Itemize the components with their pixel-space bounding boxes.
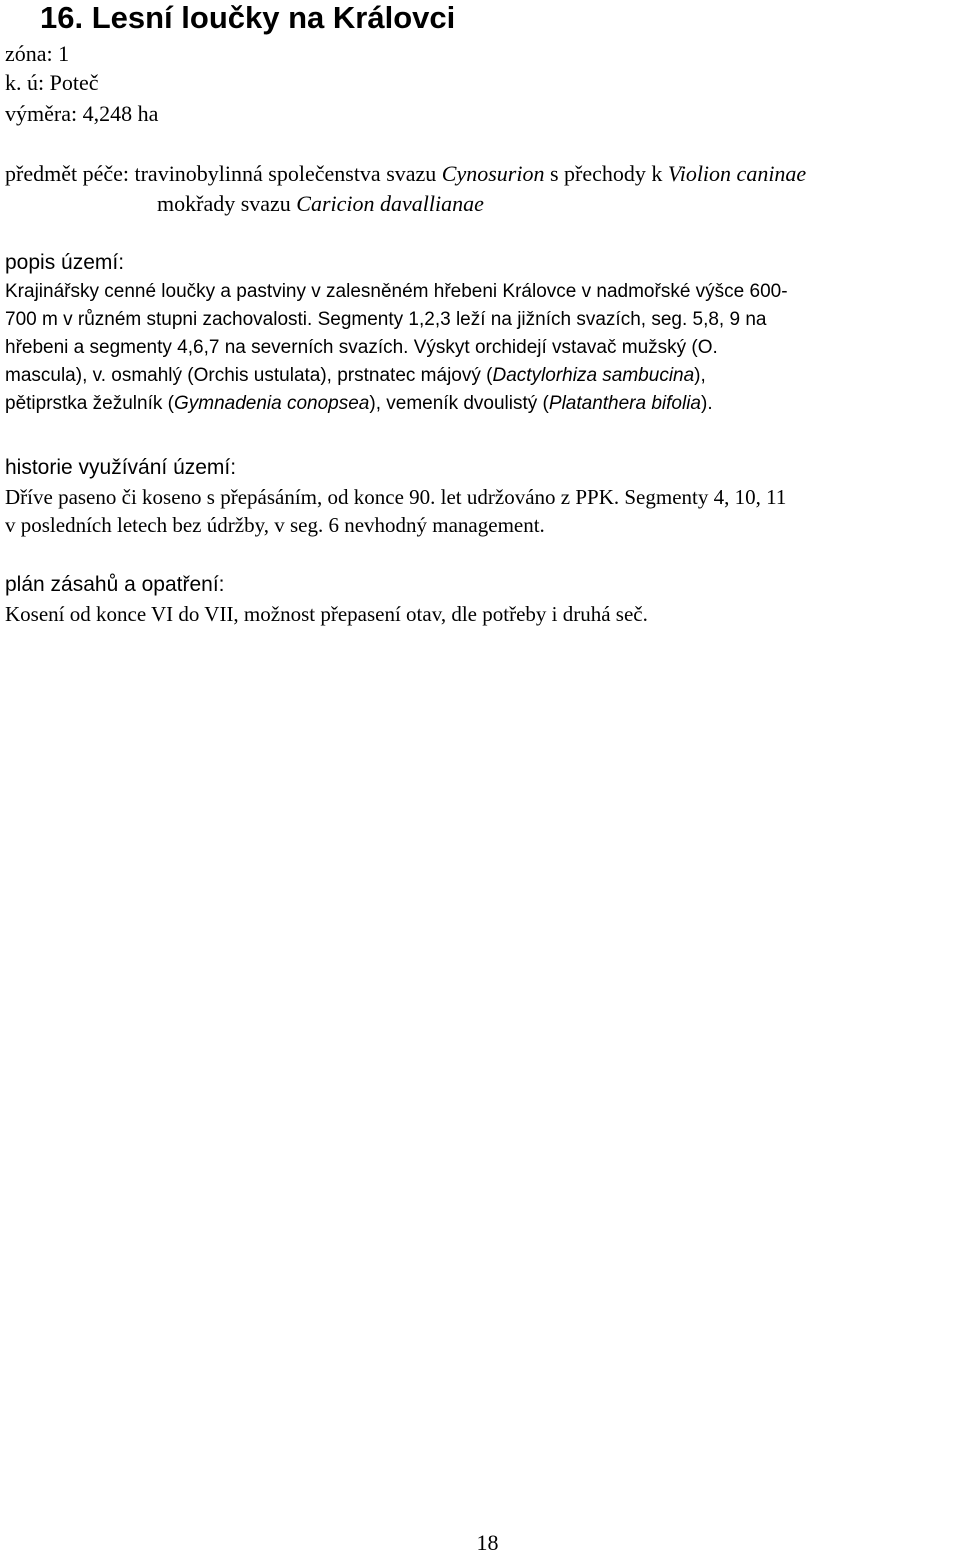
care-taxon-violion: Violion caninae: [667, 161, 807, 186]
taxon-platanthera: Platanthera bifolia: [548, 393, 701, 414]
description-l5-b: ), vemeník dvoulistý (: [369, 393, 549, 414]
zone-line: zóna: 1: [5, 41, 70, 66]
care-subject-line-2: [157, 191, 484, 217]
cadastre-line: k. ú: Poteč: [5, 70, 99, 95]
description-line-2: 700 m v různém stupni zachovalosti. Segmenty 1,2,3 leží na jižních svazích, seg. 5,8, 9 na: [5, 309, 767, 330]
area-line: výměra: 4,248 ha: [5, 101, 159, 126]
description-paragraph: [5, 278, 960, 418]
care-taxon-cynosurion: Cynosurion: [441, 161, 545, 186]
history-line-1: Dříve paseno či koseno s přepásáním, od konce 90. let udržováno z PPK. Segmenty 4, 10, 11: [5, 485, 787, 509]
description-l5-a: pětiprstka žežulník (: [5, 393, 174, 414]
description-line-4: [5, 362, 960, 390]
description-heading: popis území:: [5, 251, 125, 274]
page-title: 16. Lesní loučky na Královci: [40, 0, 456, 35]
care-mid: s přechody k: [544, 161, 668, 186]
description-line-3: hřebeni a segmenty 4,6,7 na severních svazích. Výskyt orchidejí vstavač mužský (O.: [5, 337, 718, 358]
page-number: 18: [476, 1530, 499, 1555]
description-l4-b: ),: [694, 365, 706, 386]
care-taxon-caricion: Caricion davallianae: [296, 191, 484, 216]
plan-heading: plán zásahů a opatření:: [5, 573, 225, 596]
care-subject-line: [5, 161, 806, 187]
history-paragraph: [5, 483, 960, 539]
taxon-gymnadenia: Gymnadenia conopsea: [173, 393, 370, 414]
description-l5-c: ).: [701, 393, 713, 414]
history-heading: historie využívání území:: [5, 456, 237, 479]
plan-paragraph: [5, 600, 960, 628]
taxon-dactylorhiza: Dactylorhiza sambucina: [492, 365, 695, 386]
history-line-2: v posledních letech bez údržby, v seg. 6 nevhodný management.: [5, 513, 545, 537]
description-line-1: Krajinářsky cenné loučky a pastviny v zalesněném hřebeni Královce v nadmořské výšce 600-: [5, 281, 788, 302]
description-line-5: [5, 390, 960, 418]
description-l4-a: mascula), v. osmahlý (Orchis ustulata), prstnatec májový (: [5, 365, 493, 386]
plan-line-1: Kosení od konce VI do VII, možnost přepasení otav, dle potřeby i druhá seč.: [5, 602, 648, 626]
care-line2-prefix: mokřady svazu: [157, 191, 297, 216]
care-prefix: předmět péče: travinobylinná společenstva svazu: [5, 161, 442, 186]
